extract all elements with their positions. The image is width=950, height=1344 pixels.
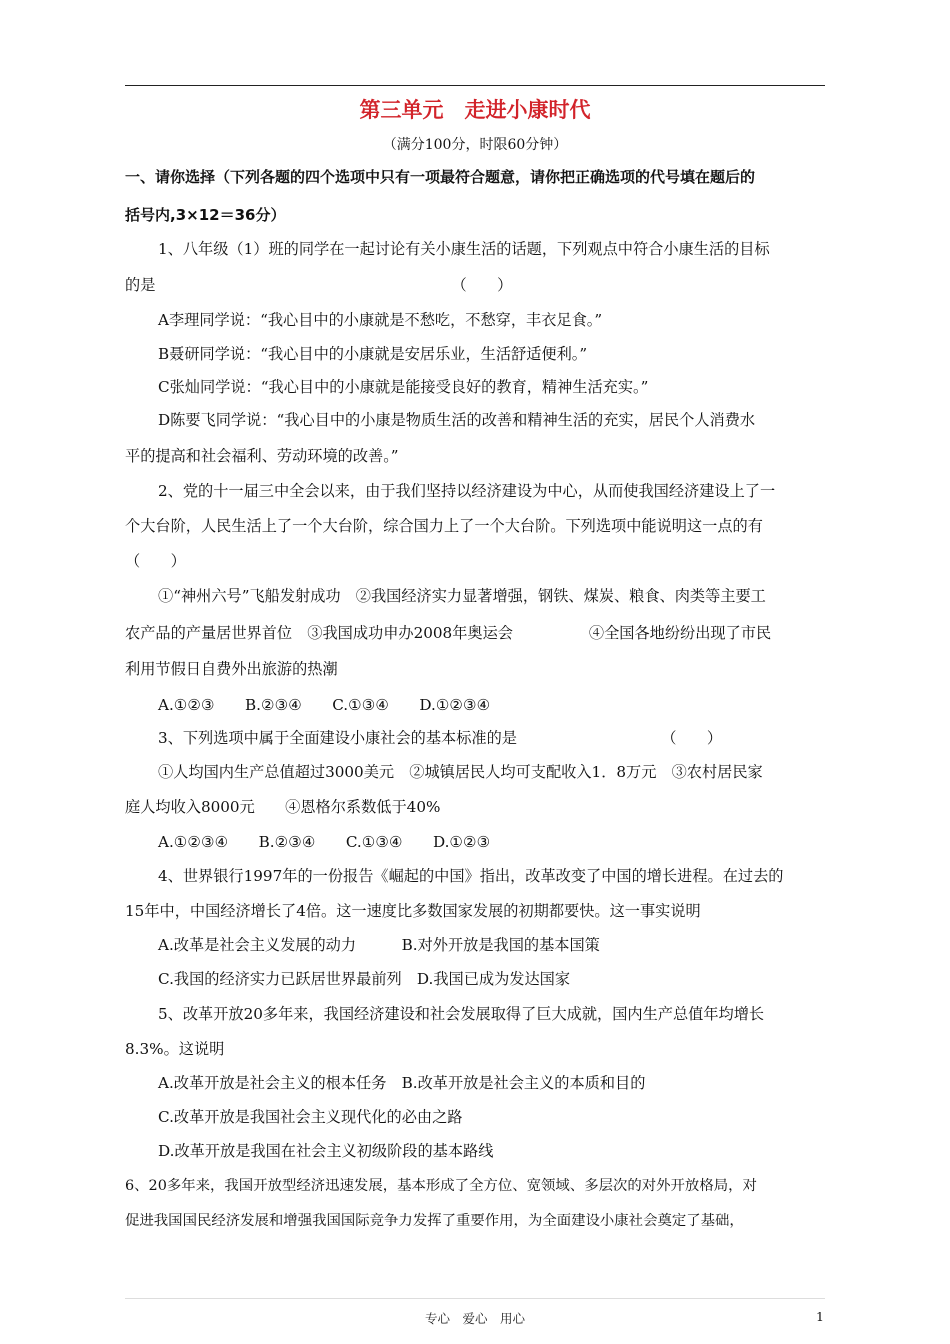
q6-line-2: 促进我国国民经济发展和增强我国国际竞争力发挥了重要作用，为全面建设小康社会奠定了基础， xyxy=(125,1213,744,1229)
q2-statement-line-2: 农产品的产量居世界首位 ③我国成功申办2008年奥运会 ④全国各地纷纷出现了市民 xyxy=(125,624,772,642)
q6-line-1: 6、20多年来，我国开放型经济迅速发展，基本形成了全方位、宽领域、多层次的对外开放格局，对 xyxy=(125,1178,757,1194)
q3-statement-line-1: ①人均国内生产总值超过3000美元 ②城镇居民人均可支配收入1．8万元 ③农村居民家 xyxy=(158,763,763,781)
page-footer: 专心 爱心 用心 xyxy=(424,1311,525,1326)
section-heading-line-1: 一、请你选择（下列各题的四个选项中只有一项最符合题意，请你把正确选项的代号填在题后的 xyxy=(125,168,756,186)
q2-statement-line-3: 利用节假日自费外出旅游的热潮 xyxy=(125,660,338,678)
q3-statement-line-2: 庭人均收入8000元 ④恩格尔系数低于40% xyxy=(125,798,441,816)
q3-line-1: 3、下列选项中属于全面建设小康社会的基本标准的是 （ ） xyxy=(158,729,723,747)
q2-statement-line-1: ①“神州六号”飞船发射成功 ②我国经济实力显著增强，钢铁、煤炭、粮食、肉类等主要工 xyxy=(158,587,766,605)
page-number: 1 xyxy=(816,1309,824,1324)
q4-options-cd: C.我国的经济实力已跃居世界最前列 D.我国已成为发达国家 xyxy=(158,970,571,988)
q1-option-d-line-1: D陈要飞同学说：“我心目中的小康是物质生活的改善和精神生活的充实，居民个人消费水 xyxy=(158,411,756,429)
document-subtitle: （满分100分，时限60分钟） xyxy=(382,137,568,153)
q2-line-2: 个大台阶，人民生活上了一个大台阶，综合国力上了一个大台阶。下列选项中能说明这一点的有 xyxy=(125,517,763,535)
q1-option-c: C张灿同学说：“我心目中的小康就是能接受良好的教育，精神生活充实。” xyxy=(158,378,649,396)
q1-line-1: 1、八年级（1）班的同学在一起讨论有关小康生活的话题，下列观点中符合小康生活的目标 xyxy=(158,240,770,258)
q1-option-b: B聂研同学说：“我心目中的小康就是安居乐业，生活舒适便利。” xyxy=(158,345,588,363)
q5-options-ab: A.改革开放是社会主义的根本任务 B.改革开放是社会主义的本质和目的 xyxy=(158,1074,646,1092)
q4-line-2: 15年中，中国经济增长了4倍。这一速度比多数国家发展的初期都要快。这一事实说明 xyxy=(125,902,701,920)
q2-line-3: （ ） xyxy=(125,552,186,570)
q1-option-d-line-2: 平的提高和社会福利、劳动环境的改善。” xyxy=(125,447,399,465)
q1-line-2: 的是 （ ） xyxy=(125,276,513,294)
q2-options: A.①②③ B.②③④ C.①③④ D.①②③④ xyxy=(158,696,491,714)
q2-line-1: 2、党的十一届三中全会以来，由于我们坚持以经济建设为中心，从而使我国经济建设上了一 xyxy=(158,482,776,500)
q4-options-ab: A.改革是社会主义发展的动力 B.对外开放是我国的基本国策 xyxy=(158,936,600,954)
section-heading-line-2: 括号内,3×12＝36分） xyxy=(125,206,286,224)
q5-line-1: 5、改革开放20多年来，我国经济建设和社会发展取得了巨大成就，国内生产总值年均增长 xyxy=(158,1005,765,1023)
q4-line-1: 4、世界银行1997年的一份报告《崛起的中国》指出，改革改变了中国的增长进程。在过去的 xyxy=(158,867,784,885)
footer-rule xyxy=(125,1298,825,1299)
q1-option-a: A李理同学说：“我心目中的小康就是不愁吃，不愁穿，丰衣足食。” xyxy=(158,311,603,329)
q5-line-2: 8.3%。这说明 xyxy=(125,1040,225,1058)
q5-option-d: D.改革开放是我国在社会主义初级阶段的基本路线 xyxy=(158,1142,494,1160)
q5-option-c: C.改革开放是我国社会主义现代化的必由之路 xyxy=(158,1108,463,1126)
q3-options: A.①②③④ B.②③④ C.①③④ D.①②③ xyxy=(158,833,491,851)
top-rule xyxy=(125,85,825,86)
document-title: 第三单元 走进小康时代 xyxy=(359,98,591,122)
